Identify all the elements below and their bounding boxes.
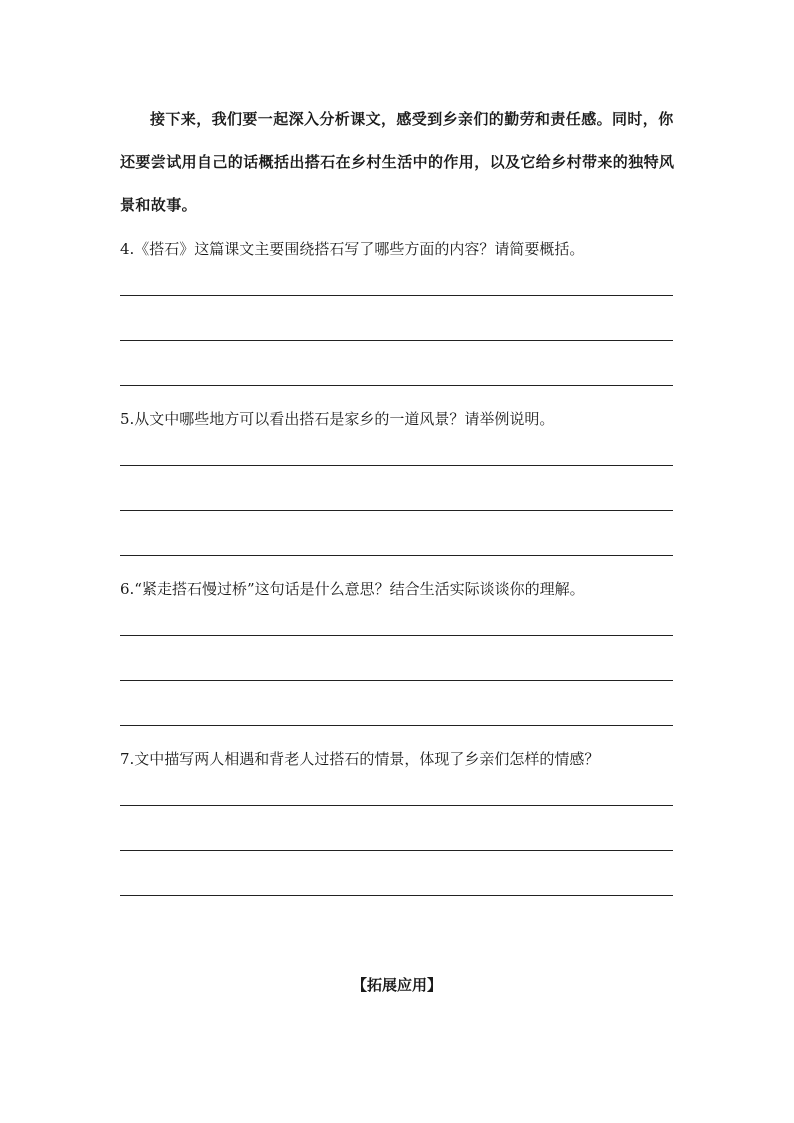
answer-line-q7-3[interactable] <box>120 895 673 896</box>
answer-line-q4-1[interactable] <box>120 295 673 296</box>
answer-line-q6-2[interactable] <box>120 680 673 681</box>
answer-line-q4-3[interactable] <box>120 385 673 386</box>
answer-line-q5-1[interactable] <box>120 465 673 466</box>
answer-line-q7-2[interactable] <box>120 850 673 851</box>
answer-line-q5-3[interactable] <box>120 555 673 556</box>
section-title-extension: 【拓展应用】 <box>351 976 442 994</box>
question-6: 6.“紧走搭石慢过桥”这句话是什么意思？结合生活实际谈谈你的理解。 <box>120 580 585 598</box>
answer-line-q7-1[interactable] <box>120 805 673 806</box>
answer-line-q6-1[interactable] <box>120 635 673 636</box>
question-4: 4.《搭石》这篇课文主要围绕搭石写了哪些方面的内容？请简要概括。 <box>120 240 585 258</box>
answer-line-q6-3[interactable] <box>120 725 673 726</box>
answer-line-q4-2[interactable] <box>120 340 673 341</box>
answer-line-q5-2[interactable] <box>120 510 673 511</box>
intro-paragraph: 接下来，我们要一起深入分析课文，感受到乡亲们的勤劳和责任感。同时，你还要尝试用自己的话概括出搭石在乡村生活中的作用，以及它给乡村带来的独特风景和故事。 <box>120 110 675 214</box>
question-5: 5.从文中哪些地方可以看出搭石是家乡的一道风景？请举例说明。 <box>120 410 555 428</box>
question-7: 7.文中描写两人相遇和背老人过搭石的情景，体现了乡亲们怎样的情感？ <box>120 750 600 768</box>
